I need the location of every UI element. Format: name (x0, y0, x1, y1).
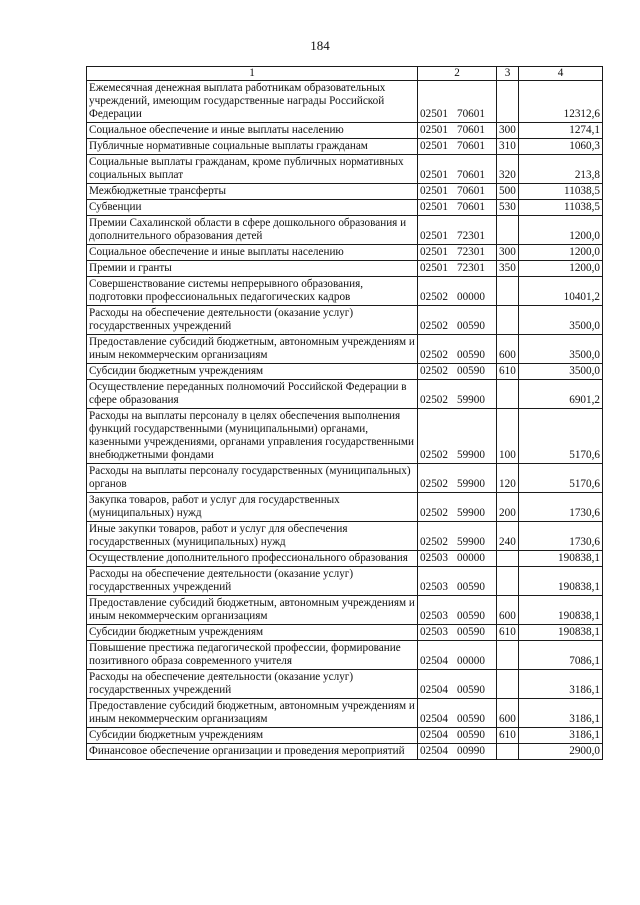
row-expense-type: 350 (497, 261, 519, 277)
row-name: Закупка товаров, работ и услуг для государственных (муниципальных) нужд (87, 493, 418, 522)
row-expense-type: 200 (497, 493, 519, 522)
row-name: Премии и гранты (87, 261, 418, 277)
row-code (418, 625, 497, 641)
row-code (418, 551, 497, 567)
code-direction: 59900 (456, 394, 485, 406)
column-header-4: 4 (519, 67, 603, 81)
row-name: Социальное обеспечение и иные выплаты населению (87, 245, 418, 261)
row-amount: 3186,1 (519, 728, 603, 744)
code-program: 02501 (420, 262, 448, 274)
row-code (418, 522, 497, 551)
table-row (87, 364, 603, 380)
row-expense-type (497, 380, 519, 409)
row-amount: 1060,3 (519, 139, 603, 155)
table-row (87, 493, 603, 522)
row-expense-type (497, 306, 519, 335)
row-amount: 5170,6 (519, 409, 603, 464)
row-expense-type: 610 (497, 625, 519, 641)
code-program: 02503 (420, 552, 448, 564)
row-name: Расходы на обеспечение деятельности (оказание услуг) государственных учреждений (87, 306, 418, 335)
code-direction: 00590 (456, 610, 485, 622)
row-expense-type: 300 (497, 245, 519, 261)
code-program: 02502 (420, 365, 448, 377)
row-name: Премии Сахалинской области в сфере дошкольного образования и дополнительного образования детей (87, 216, 418, 245)
row-name: Субвенции (87, 200, 418, 216)
row-name: Иные закупки товаров, работ и услуг для обеспечения государственных (муниципальных) нужд (87, 522, 418, 551)
table-row (87, 245, 603, 261)
row-name: Расходы на обеспечение деятельности (оказание услуг) государственных учреждений (87, 670, 418, 699)
code-program: 02504 (420, 713, 448, 725)
row-expense-type: 600 (497, 699, 519, 728)
row-expense-type: 600 (497, 335, 519, 364)
row-code (418, 728, 497, 744)
row-code (418, 306, 497, 335)
row-name: Субсидии бюджетным учреждениям (87, 728, 418, 744)
code-program: 02503 (420, 581, 448, 593)
row-expense-type (497, 567, 519, 596)
row-name: Расходы на выплаты персоналу государственных (муниципальных) органов (87, 464, 418, 493)
table-row (87, 522, 603, 551)
row-amount: 1200,0 (519, 261, 603, 277)
code-direction: 00590 (456, 729, 485, 741)
code-direction: 59900 (456, 507, 485, 519)
row-amount: 3186,1 (519, 699, 603, 728)
row-amount: 2900,0 (519, 744, 603, 760)
row-expense-type: 240 (497, 522, 519, 551)
code-direction: 70601 (456, 201, 485, 213)
table-row (87, 81, 603, 123)
row-code (418, 155, 497, 184)
row-expense-type (497, 641, 519, 670)
code-program: 02504 (420, 655, 448, 667)
code-direction: 00000 (456, 552, 485, 564)
code-direction: 72301 (456, 262, 485, 274)
code-program: 02502 (420, 291, 448, 303)
row-amount: 1200,0 (519, 216, 603, 245)
code-direction: 70601 (456, 185, 485, 197)
page-number: 184 (310, 38, 330, 53)
code-program: 02502 (420, 507, 448, 519)
code-direction: 00590 (456, 581, 485, 593)
row-code (418, 670, 497, 699)
code-direction: 00590 (456, 349, 485, 361)
code-program: 02502 (420, 478, 448, 490)
table-row (87, 464, 603, 493)
code-program: 02504 (420, 729, 448, 741)
table-body (87, 81, 603, 760)
row-code (418, 464, 497, 493)
row-expense-type (497, 277, 519, 306)
code-program: 02503 (420, 610, 448, 622)
row-code (418, 216, 497, 245)
row-expense-type: 530 (497, 200, 519, 216)
row-code (418, 335, 497, 364)
row-code (418, 380, 497, 409)
code-program: 02502 (420, 449, 448, 461)
code-program: 02502 (420, 349, 448, 361)
code-program: 02501 (420, 108, 448, 120)
table-row (87, 728, 603, 744)
row-amount: 3500,0 (519, 364, 603, 380)
row-code (418, 200, 497, 216)
row-amount: 1730,6 (519, 522, 603, 551)
code-direction: 00000 (456, 291, 485, 303)
row-code (418, 641, 497, 670)
row-amount: 3186,1 (519, 670, 603, 699)
code-program: 02501 (420, 169, 448, 181)
code-program: 02501 (420, 246, 448, 258)
row-expense-type (497, 216, 519, 245)
row-name: Социальное обеспечение и иные выплаты населению (87, 123, 418, 139)
table-row (87, 409, 603, 464)
row-code (418, 409, 497, 464)
table-row (87, 551, 603, 567)
table-row (87, 200, 603, 216)
row-amount: 12312,6 (519, 81, 603, 123)
code-direction: 59900 (456, 536, 485, 548)
table-row (87, 699, 603, 728)
table-row (87, 277, 603, 306)
row-expense-type: 320 (497, 155, 519, 184)
code-program: 02502 (420, 536, 448, 548)
table-row (87, 670, 603, 699)
row-expense-type: 500 (497, 184, 519, 200)
row-code (418, 567, 497, 596)
code-program: 02501 (420, 185, 448, 197)
row-code (418, 139, 497, 155)
table-row (87, 596, 603, 625)
row-expense-type: 600 (497, 596, 519, 625)
code-direction: 70601 (456, 108, 485, 120)
row-code (418, 493, 497, 522)
row-expense-type (497, 744, 519, 760)
row-expense-type: 120 (497, 464, 519, 493)
row-name: Повышение престижа педагогической профессии, формирование позитивного образа современного учителя (87, 641, 418, 670)
column-header-2: 2 (418, 67, 497, 81)
row-code (418, 277, 497, 306)
row-name: Предоставление субсидий бюджетным, автономным учреждениям и иным некоммерческим организациям (87, 699, 418, 728)
row-amount: 190838,1 (519, 567, 603, 596)
row-code (418, 744, 497, 760)
code-direction: 59900 (456, 478, 485, 490)
row-name: Осуществление дополнительного профессионального образования (87, 551, 418, 567)
row-amount: 3500,0 (519, 335, 603, 364)
row-name: Межбюджетные трансферты (87, 184, 418, 200)
row-name: Финансовое обеспечение организации и проведения мероприятий (87, 744, 418, 760)
row-code (418, 184, 497, 200)
row-expense-type: 100 (497, 409, 519, 464)
row-name: Совершенствование системы непрерывного образования, подготовки профессиональных педагогических кадров (87, 277, 418, 306)
header-row (87, 67, 603, 81)
code-program: 02502 (420, 320, 448, 332)
code-direction: 00590 (456, 365, 485, 377)
code-direction: 70601 (456, 124, 485, 136)
column-header-3: 3 (497, 67, 519, 81)
row-amount: 7086,1 (519, 641, 603, 670)
table-row (87, 261, 603, 277)
code-direction: 00590 (456, 684, 485, 696)
table-row (87, 123, 603, 139)
row-expense-type: 610 (497, 364, 519, 380)
row-name: Публичные нормативные социальные выплаты гражданам (87, 139, 418, 155)
code-direction: 00990 (456, 745, 485, 757)
row-code (418, 364, 497, 380)
table-row (87, 335, 603, 364)
code-program: 02504 (420, 684, 448, 696)
code-direction: 00590 (456, 626, 485, 638)
row-amount: 1274,1 (519, 123, 603, 139)
row-name: Предоставление субсидий бюджетным, автономным учреждениям и иным некоммерческим организациям (87, 596, 418, 625)
code-program: 02504 (420, 745, 448, 757)
row-name: Осуществление переданных полномочий Российской Федерации в сфере образования (87, 380, 418, 409)
row-name: Предоставление субсидий бюджетным, автономным учреждениям и иным некоммерческим организациям (87, 335, 418, 364)
row-expense-type: 610 (497, 728, 519, 744)
row-name: Расходы на выплаты персоналу в целях обеспечения выполнения функций государственными (муниципальными) органами, казенными учреждениями, органами управления государственными внебюджетными фондами (87, 409, 418, 464)
table-row (87, 216, 603, 245)
table-row (87, 567, 603, 596)
row-amount: 190838,1 (519, 625, 603, 641)
row-amount: 1730,6 (519, 493, 603, 522)
row-expense-type (497, 551, 519, 567)
row-name: Субсидии бюджетным учреждениям (87, 364, 418, 380)
budget-table (86, 66, 603, 760)
code-direction: 72301 (456, 246, 485, 258)
code-program: 02501 (420, 230, 448, 242)
table-row (87, 744, 603, 760)
code-direction: 70601 (456, 140, 485, 152)
table-row (87, 641, 603, 670)
table-row (87, 625, 603, 641)
table-row (87, 139, 603, 155)
row-amount: 213,8 (519, 155, 603, 184)
column-header-1: 1 (87, 67, 418, 81)
table-row (87, 306, 603, 335)
table-row (87, 155, 603, 184)
row-amount: 6901,2 (519, 380, 603, 409)
row-name: Субсидии бюджетным учреждениям (87, 625, 418, 641)
code-program: 02501 (420, 124, 448, 136)
row-name: Расходы на обеспечение деятельности (оказание услуг) государственных учреждений (87, 567, 418, 596)
row-amount: 11038,5 (519, 200, 603, 216)
code-program: 02501 (420, 201, 448, 213)
row-amount: 190838,1 (519, 596, 603, 625)
row-expense-type: 300 (497, 123, 519, 139)
code-program: 02501 (420, 140, 448, 152)
row-amount: 3500,0 (519, 306, 603, 335)
row-expense-type (497, 81, 519, 123)
row-name: Ежемесячная денежная выплата работникам образовательных учреждений, имеющим государственные награды Российской Федерации (87, 81, 418, 123)
row-amount: 5170,6 (519, 464, 603, 493)
row-code (418, 261, 497, 277)
row-code (418, 81, 497, 123)
row-expense-type: 310 (497, 139, 519, 155)
table-row (87, 380, 603, 409)
code-direction: 70601 (456, 169, 485, 181)
row-amount: 190838,1 (519, 551, 603, 567)
code-direction: 00590 (456, 320, 485, 332)
code-direction: 72301 (456, 230, 485, 242)
code-program: 02503 (420, 626, 448, 638)
row-code (418, 699, 497, 728)
row-amount: 11038,5 (519, 184, 603, 200)
code-direction: 59900 (456, 449, 485, 461)
code-direction: 00000 (456, 655, 485, 667)
row-code (418, 245, 497, 261)
row-amount: 10401,2 (519, 277, 603, 306)
row-name: Социальные выплаты гражданам, кроме публичных нормативных социальных выплат (87, 155, 418, 184)
code-direction: 00590 (456, 713, 485, 725)
row-expense-type (497, 670, 519, 699)
row-code (418, 596, 497, 625)
row-amount: 1200,0 (519, 245, 603, 261)
code-program: 02502 (420, 394, 448, 406)
table-row (87, 184, 603, 200)
row-code (418, 123, 497, 139)
